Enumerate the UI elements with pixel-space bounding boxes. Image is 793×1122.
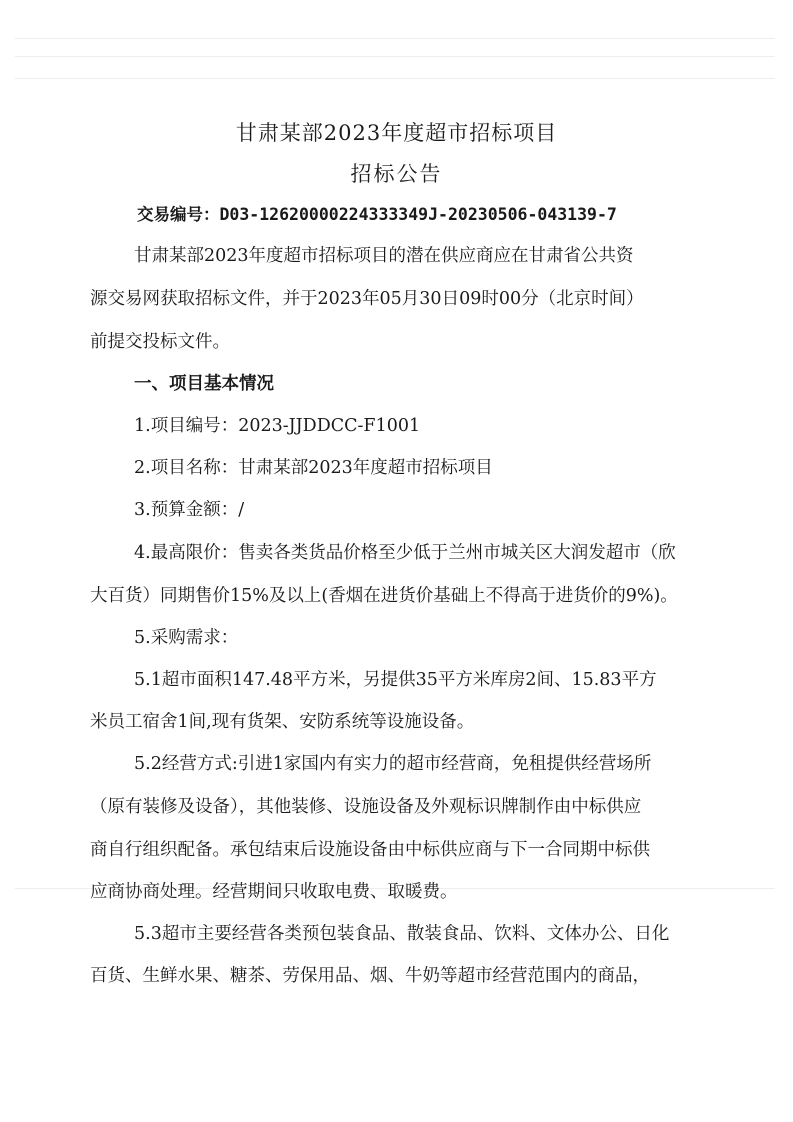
item-requirements: 5.采购需求：: [134, 628, 239, 648]
intro-line: 源交易网获取招标文件，并于2023年05月30日09时00分（北京时间）: [90, 289, 644, 309]
document-subtitle: 招标公告: [350, 162, 443, 186]
intro-line: 甘肃某部2023年度超市招标项目的潜在供应商应在甘肃省公共资: [134, 246, 634, 266]
item-project-name: 2.项目名称：甘肃某部2023年度超市招标项目: [134, 458, 493, 478]
item-project-number: 1.项目编号：2023-JJDDCC-F1001: [134, 416, 421, 436]
scan-noise-line: [15, 38, 775, 39]
item-budget: 3.预算金额：/: [134, 500, 245, 520]
item-5-2: 商自行组织配备。承包结束后设施设备由中标供应商与下一合同期中标供: [90, 840, 650, 860]
intro-line: 前提交投标文件。: [90, 332, 230, 352]
section-heading: 一、项目基本情况: [134, 374, 274, 394]
item-5-1: 5.1超市面积147.48平方米，另提供35平方米库房2间、15.83平方: [134, 670, 657, 690]
item-5-2: 5.2经营方式:引进1家国内有实力的超市经营商，免租提供经营场所: [134, 754, 652, 774]
item-max-price: 大百货）同期售价15%及以上(香烟在进货价基础上不得高于进货价的9%)。: [90, 586, 678, 606]
item-5-2: （原有装修及设备），其他装修、设施设备及外观标识牌制作由中标供应: [90, 797, 642, 817]
item-5-3: 百货、生鲜水果、糖茶、劳保用品、烟、牛奶等超市经营范围内的商品，: [90, 966, 650, 986]
scan-noise-line: [15, 56, 775, 57]
item-5-1: 米员工宿舍1间,现有货架、安防系统等设施设备。: [90, 712, 475, 732]
trade-number: 交易编号：D03-12620000224333349J-20230506-043139-7: [137, 205, 617, 224]
document-title: 甘肃某部2023年度超市招标项目: [235, 121, 558, 145]
scan-noise-line: [15, 78, 775, 79]
item-5-3: 5.3超市主要经营各类预包装食品、散装食品、饮料、文体办公、日化: [134, 924, 670, 944]
item-max-price: 4.最高限价：售卖各类货品价格至少低于兰州市城关区大润发超市（欣: [134, 543, 676, 563]
item-5-2: 应商协商处理。经营期间只收取电费、取暖费。: [90, 882, 458, 902]
